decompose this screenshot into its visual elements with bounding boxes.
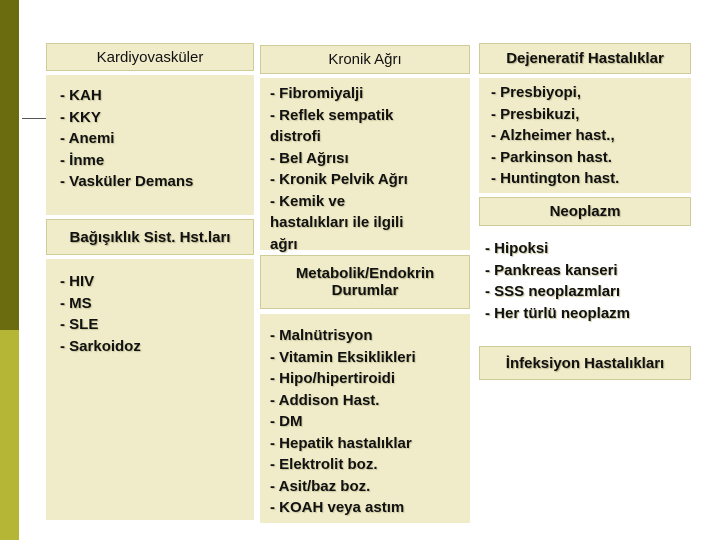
kronik-agri-list [270, 83, 470, 255]
list-item: - Hipoksi [485, 240, 549, 257]
list-item: - SLE [60, 316, 99, 333]
neoplazm-header [479, 197, 691, 226]
list-item: - Vitamin Eksiklikleri [270, 348, 416, 366]
kardiyovaskuler-title: Kardiyovasküler [96, 48, 204, 66]
kardiyovaskuler-header [46, 43, 254, 71]
metabolik-title [296, 265, 434, 299]
list-item: - Kronik Pelvik Ağrı [270, 171, 408, 188]
list-item: - Anemi [60, 130, 115, 147]
list-item: - Hepatik hastalıklar [270, 434, 412, 452]
list-item: hastalıkları ile ilgili [270, 214, 404, 231]
infeksiyon-title: İnfeksiyon Hastalıkları [505, 354, 665, 372]
list-item: - HIV [60, 273, 95, 290]
list-item: - Fibromiyalji [270, 85, 364, 102]
dejeneratif-list [491, 82, 691, 190]
metabolik-list [270, 325, 470, 519]
list-item: - Reflek sempatik [270, 106, 394, 124]
list-item: - Malnütrisyon [270, 327, 373, 344]
list-item: - Huntington hast. [491, 170, 620, 187]
kardiyovaskuler-list-box [46, 75, 254, 215]
neoplazm-title: Neoplazm [549, 203, 621, 220]
infeksiyon-header [479, 346, 691, 380]
list-item: - Hipo/hipertiroidi [270, 370, 395, 387]
metabolik-title-line2: Durumlar [331, 282, 399, 299]
metabolik-title-line1: Metabolik/Endokrin [295, 265, 435, 282]
left-accent-bar-dark [0, 0, 19, 330]
list-item: - Pankreas kanseri [485, 261, 618, 279]
list-item: ağrı [270, 235, 298, 253]
list-item: - KAH [60, 87, 102, 104]
list-item: - Parkinson hast. [491, 148, 612, 166]
dejeneratif-list-box [479, 78, 691, 193]
list-item: - SSS neoplazmları [485, 283, 621, 300]
left-accent-bar-light [0, 330, 19, 540]
kardiyovaskuler-list [60, 85, 254, 193]
bagisiklik-header [46, 219, 254, 255]
bagisiklik-title: Bağışıklık Sist. Hst.ları [69, 228, 231, 246]
kronik-agri-header [260, 45, 470, 74]
kronik-agri-title: Kronik Ağrı [328, 51, 402, 68]
list-item: - KOAH veya astım [270, 499, 405, 516]
list-item: distrofi [270, 128, 321, 145]
list-item: - Kemik ve [270, 192, 346, 210]
metabolik-header [260, 255, 470, 309]
dejeneratif-title: Dejeneratif Hastalıklar [506, 50, 664, 67]
list-item: - Alzheimer hast., [491, 127, 615, 144]
list-item: - KKY [60, 108, 101, 126]
list-item: - Asit/baz boz. [270, 477, 371, 495]
bagisiklik-list [60, 271, 254, 357]
neoplazm-list-box [479, 230, 691, 326]
kronik-agri-list-box [260, 78, 470, 253]
list-item: - Addison Hast. [270, 391, 380, 409]
list-item: - Vasküler Demans [60, 173, 194, 190]
bagisiklik-list-box [46, 259, 254, 520]
list-item: - Presbikuzi, [491, 105, 580, 123]
neoplazm-list [485, 238, 691, 324]
metabolik-list-box [260, 314, 470, 523]
list-item: - DM [270, 413, 303, 430]
list-item: - Sarkoidoz [60, 337, 141, 355]
list-item: - MS [60, 294, 92, 312]
list-item: - Elektrolit boz. [270, 456, 378, 473]
list-item: - Bel Ağrısı [270, 149, 349, 167]
list-item: - Presbiyopi, [491, 84, 582, 101]
dejeneratif-header [479, 43, 691, 74]
list-item: - Her türlü neoplazm [485, 304, 631, 322]
list-item: - İnme [60, 151, 105, 169]
